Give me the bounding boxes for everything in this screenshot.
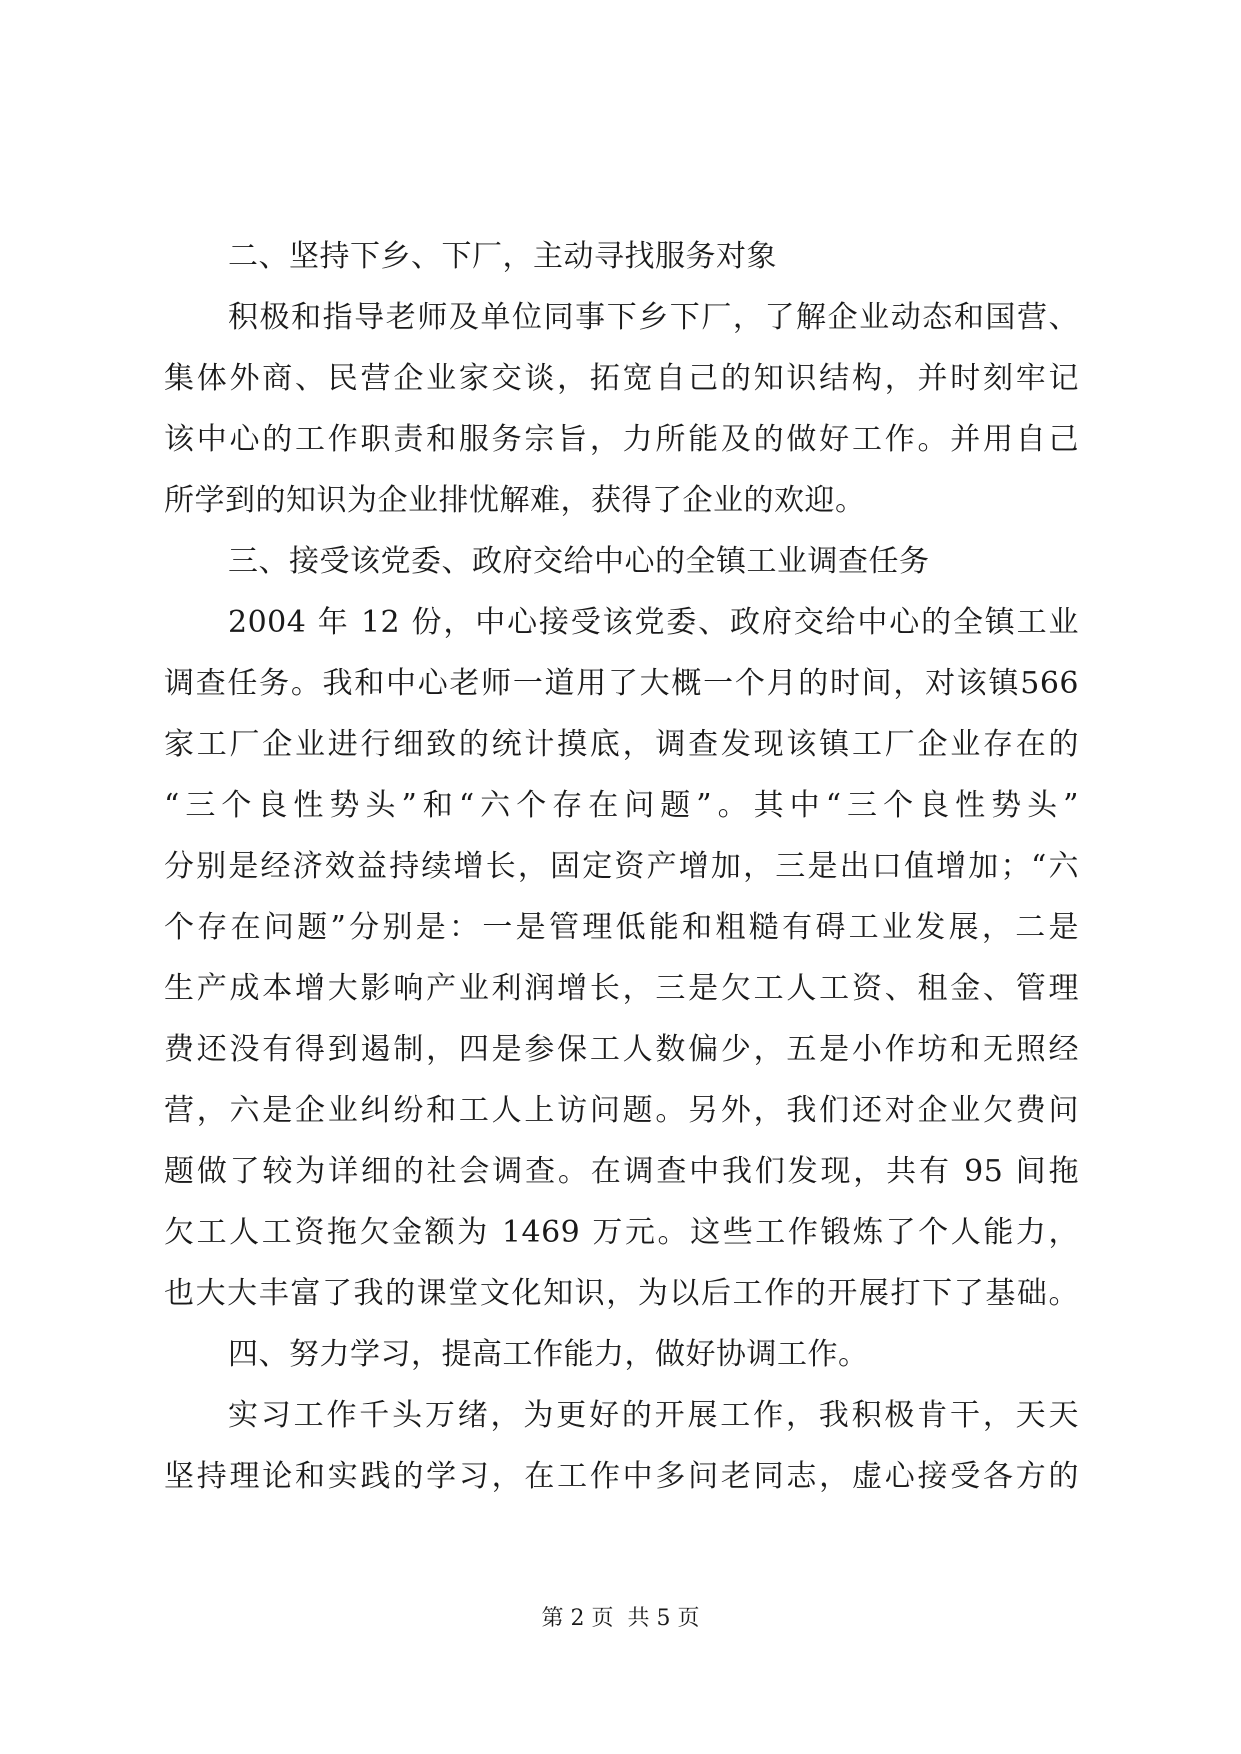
paragraph-line: 积极和指导老师及单位同事下乡下厂，了解企业动态和国营、 (228, 300, 1079, 335)
paragraph-line: 题做了较为详细的社会调查。在调查中我们发现，共有 95 间拖 (164, 1154, 1079, 1189)
paragraph-line: 该中心的工作职责和服务宗旨，力所能及的做好工作。并用自己 (164, 422, 1079, 457)
section-heading: 三、接受该党委、政府交给中心的全镇工业调查任务 (228, 544, 930, 579)
paragraph-line: 营，六是企业纠纷和工人上访问题。另外，我们还对企业欠费问 (164, 1093, 1079, 1128)
paragraph-line: 坚持理论和实践的学习，在工作中多问老同志，虚心接受各方的 (164, 1459, 1079, 1494)
paragraph-line: 生产成本增大影响产业利润增长，三是欠工人工资、租金、管理 (164, 971, 1079, 1006)
paragraph-line: 也大大丰富了我的课堂文化知识，为以后工作的开展打下了基础。 (164, 1276, 1079, 1311)
paragraph-line: 实习工作千头万绪，为更好的开展工作，我积极肯干，天天 (228, 1398, 1079, 1433)
paragraph-line: “三个良性势头”和“六个存在问题”。其中“三个良性势头” (164, 788, 1079, 823)
page-number-label: 第 2 页 共 5 页 (541, 1606, 700, 1631)
paragraph-line: 所学到的知识为企业排忧解难，获得了企业的欢迎。 (164, 483, 866, 518)
paragraph-line: 分别是经济效益持续增长，固定资产增加，三是出口值增加；“六 (164, 849, 1079, 884)
paragraph-line: 2004 年 12 份，中心接受该党委、政府交给中心的全镇工业 (228, 605, 1079, 640)
paragraph-line: 欠工人工资拖欠金额为 1469 万元。这些工作锻炼了个人能力， (164, 1215, 1079, 1250)
section-heading: 四、努力学习，提高工作能力，做好协调工作。 (228, 1337, 869, 1372)
paragraph-line: 费还没有得到遏制，四是参保工人数偏少，五是小作坊和无照经 (164, 1032, 1079, 1067)
paragraph-line: 调查任务。我和中心老师一道用了大概一个月的时间，对该镇566 (164, 666, 1079, 701)
paragraph-line: 家工厂企业进行细致的统计摸底，调查发现该镇工厂企业存在的 (164, 727, 1079, 762)
paragraph-line: 集体外商、民营企业家交谈，拓宽自己的知识结构，并时刻牢记 (164, 361, 1079, 396)
paragraph-line: 个存在问题”分别是：一是管理低能和粗糙有碍工业发展，二是 (164, 910, 1079, 945)
page-footer (0, 1604, 1241, 1634)
section-heading: 二、坚持下乡、下厂，主动寻找服务对象 (228, 239, 777, 274)
document-body (164, 226, 1079, 1507)
